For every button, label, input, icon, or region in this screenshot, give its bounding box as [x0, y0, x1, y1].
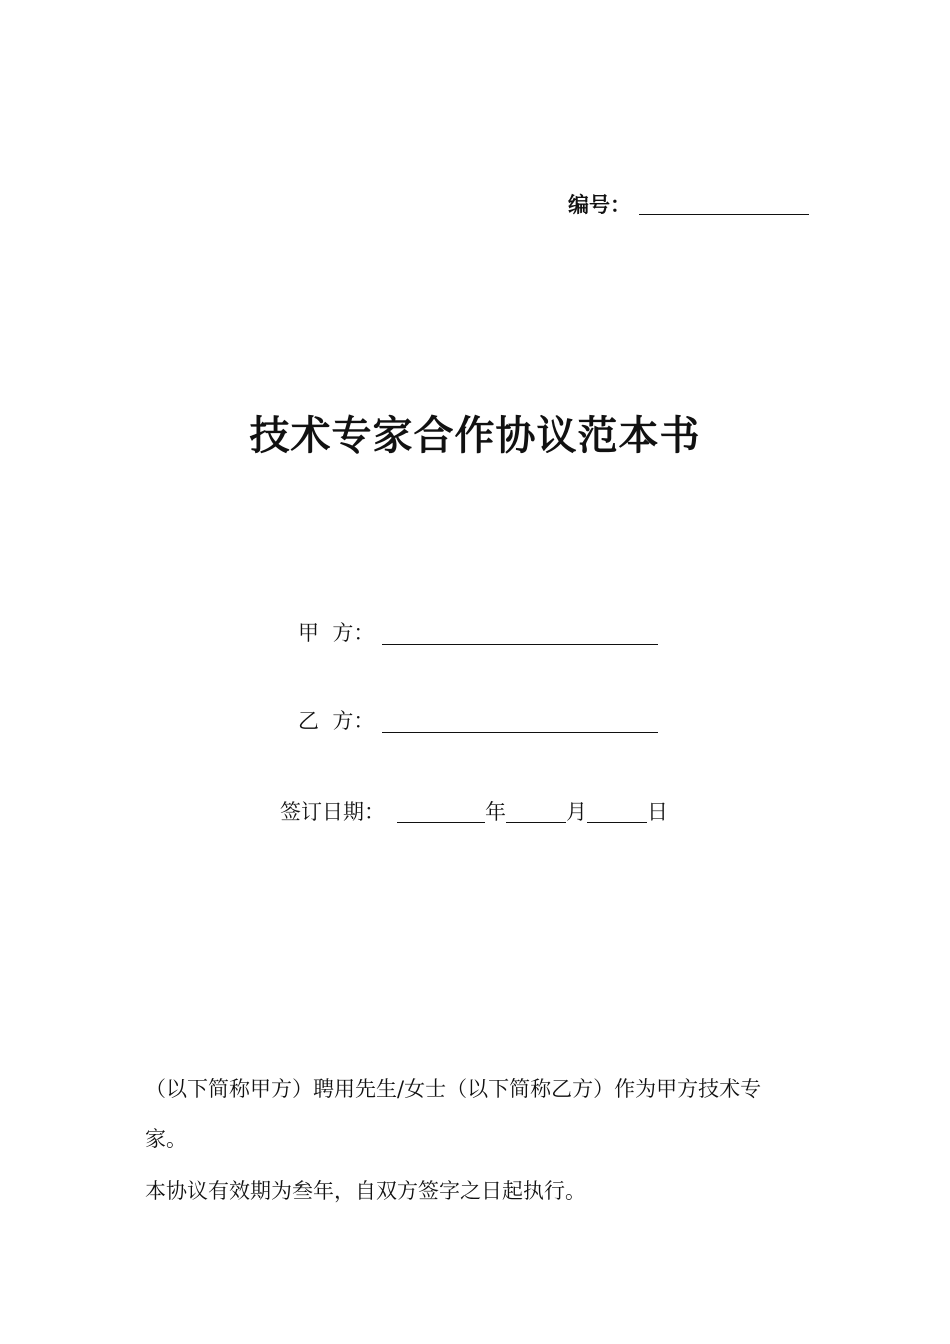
document-number-blank: [639, 190, 809, 215]
sign-date-field: [280, 796, 668, 827]
paragraph-2: 本协议有效期为叁年，自双方签字之日起执行。: [145, 1179, 586, 1203]
party-a-label: 甲 方：: [298, 621, 375, 645]
document-number-label: 编号：: [568, 193, 631, 217]
party-b-blank: [382, 706, 658, 733]
document-title: 技术专家合作协议范本书: [249, 413, 701, 459]
sign-date-label: 签订日期：: [280, 800, 385, 824]
document-number: [568, 188, 809, 220]
day-blank: [587, 796, 647, 823]
party-b-label: 乙 方：: [298, 709, 375, 733]
paragraph-1-line-1: （以下简称甲方）聘用先生/女士（以下简称乙方）作为甲方技术专: [145, 1077, 762, 1101]
day-unit: 日: [647, 800, 668, 824]
year-blank: [397, 796, 485, 823]
party-a-field: [298, 618, 658, 648]
party-a-blank: [382, 618, 658, 645]
month-unit: 月: [566, 800, 587, 824]
party-b-field: [298, 706, 658, 736]
paragraph-1-line-2: 家。: [145, 1127, 187, 1151]
year-unit: 年: [485, 800, 506, 824]
month-blank: [506, 796, 566, 823]
